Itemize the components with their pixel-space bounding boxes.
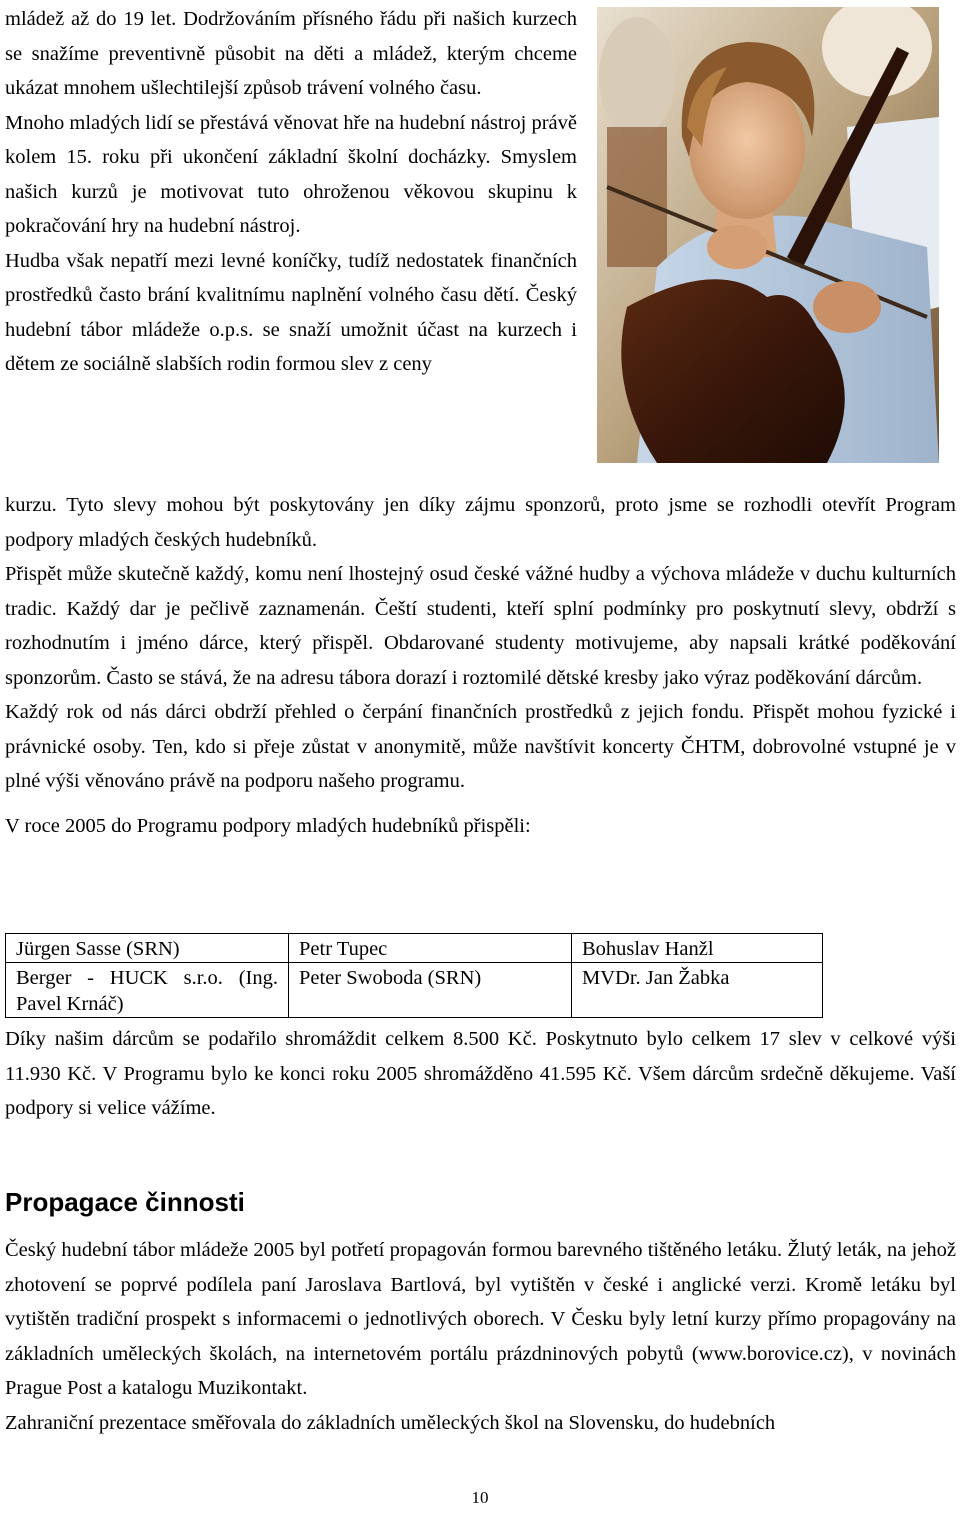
intro-column xyxy=(5,2,577,382)
table-row xyxy=(6,963,823,1018)
donors-table xyxy=(5,933,823,1018)
intro-paragraph-3: Hudba však nepatří mezi levné koníčky, tudíž nedostatek finančních prostředků často brání kvalitnímu naplnění volného času dětí. Český hudební tábor mládeže o.p.s. se snaží umožnit účast na kurzech i dětem ze sociálně slabších rodin formou slev z ceny xyxy=(5,249,577,375)
donors-intro: V roce 2005 do Programu podpory mladých hudebníků přispěli: xyxy=(5,814,531,837)
main-text-block xyxy=(5,488,956,843)
table-cell: Jürgen Sasse (SRN) xyxy=(6,934,289,963)
table-cell: Bohuslav Hanžl xyxy=(572,934,823,963)
thanks-block xyxy=(5,1022,956,1126)
table-row xyxy=(6,934,823,963)
table-cell: MVDr. Jan Žabka xyxy=(572,963,823,1018)
thanks-paragraph: Díky našim dárcům se podařilo shromáždit celkem 8.500 Kč. Poskytnuto bylo celkem 17 slev v celkové výši 11.930 Kč. V Programu bylo ke konci roku 2005 shromážděno 41.595 Kč. Všem dárcům srdečně děkujeme. Vaší podpory si velice vážíme. xyxy=(5,1028,956,1119)
abroad-paragraph: Zahraniční prezentace směřovala do základních uměleckých škol na Slovensku, do hudebních xyxy=(5,1411,776,1434)
propagation-block xyxy=(5,1233,956,1440)
overview-paragraph: Každý rok od nás dárci obdrží přehled o čerpání finančních prostředků z jejich fondu. Přispět mohou fyzické i právnické osoby. Ten, kdo si přeje zůstat v anonymitě, může navštívit koncerty ČHTM, dobrovolné vstupné je v plné výši věnováno právě na podporu našeho programu. xyxy=(5,701,956,792)
table-cell: Berger - HUCK s.r.o. (Ing. Pavel Krnáč) xyxy=(6,963,289,1018)
propagation-paragraph: Český hudební tábor mládeže 2005 byl potřetí propagován formou barevného tištěného letáku. Žlutý leták, na jehož zhotovení se poprvé podílela paní Jaroslava Bartlová, byl vytištěn v české i anglické verzi. Kromě letáku byl vytištěn tradiční prospekt s informacemi o jednotlivých oborech. V Česku byly letní kurzy přímo propagovány na základních uměleckých školách, na internetovém portálu prázdninových pobytů (www.borovice.cz), v novinách Prague Post a katalogu Muzikontakt. xyxy=(5,1239,956,1399)
section-heading: Propagace činnosti xyxy=(5,1187,245,1217)
cellist-photo xyxy=(597,7,939,463)
table-cell: Peter Swoboda (SRN) xyxy=(289,963,572,1018)
intro-paragraph-3-continued: kurzu. Tyto slevy mohou být poskytovány jen díky zájmu sponzorů, proto jsme se rozhodli otevřít Program podpory mladých českých hudebníků. xyxy=(5,494,956,551)
page-number: 10 xyxy=(471,1488,489,1507)
intro-paragraph-2: Mnoho mladých lidí se přestává věnovat hře na hudební nástroj právě kolem 15. roku při ukončení základní školní docházky. Smyslem našich kurzů je motivovat tuto ohroženou věkovou skupinu k pokračování hry na hudební nástroj. xyxy=(5,111,577,237)
intro-paragraph-1: mládež až do 19 let. Dodržováním přísného řádu při našich kurzech se snažíme preventivně působit na děti a mládež, kterým chceme ukázat mnohem ušlechtilejší způsob trávení volného času. xyxy=(5,8,577,99)
contribute-paragraph: Přispět může skutečně každý, komu není lhostejný osud české vážné hudby a výchova mládeže v duchu kulturních tradic. Každý dar je pečlivě zaznamenán. Čeští studenti, kteří splní podmínky pro poskytnutí slevy, obdrží s rozhodnutím i jméno dárce, který přispěl. Obdarované studenty motivujeme, aby napsali krátké poděkování sponzorům. Často se stává, že na adresu tábora dorazí i roztomilé dětské kresby jako výraz poděkování dárcům. xyxy=(5,563,956,689)
table-cell: Petr Tupec xyxy=(289,934,572,963)
